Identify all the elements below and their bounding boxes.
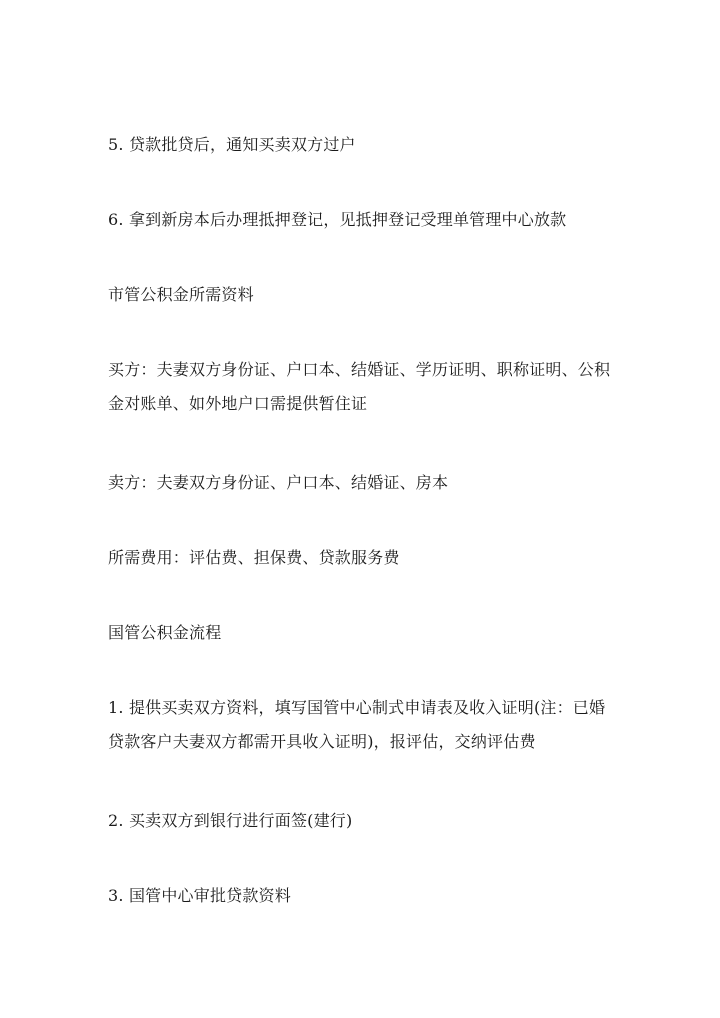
step-3-paragraph: 3. 国管中心审批贷款资料 bbox=[108, 886, 291, 905]
section-heading-national-process: 国管公积金流程 bbox=[108, 623, 222, 642]
buyer-materials-paragraph: 买方：夫妻双方身份证、户口本、结婚证、学历证明、职称证明、公积金对账单、如外地户口需提供暂住证 bbox=[108, 360, 611, 413]
step-2-paragraph: 2. 买卖双方到银行进行面签(建行) bbox=[108, 811, 353, 830]
step-1-paragraph: 1. 提供买卖双方资料，填写国管中心制式申请表及收入证明(注：已婚贷款客户夫妻双方都需开具收入证明)，报评估，交纳评估费 bbox=[108, 698, 606, 751]
step-6-paragraph: 6. 拿到新房本后办理抵押登记，见抵押登记受理单管理中心放款 bbox=[108, 210, 567, 229]
section-heading-municipal-materials: 市管公积金所需资料 bbox=[108, 285, 254, 304]
step-5-paragraph: 5. 贷款批贷后，通知买卖双方过户 bbox=[108, 135, 356, 154]
seller-materials-paragraph: 卖方：夫妻双方身份证、户口本、结婚证、房本 bbox=[108, 473, 449, 492]
fees-paragraph: 所需费用：评估费、担保费、贷款服务费 bbox=[108, 548, 400, 567]
